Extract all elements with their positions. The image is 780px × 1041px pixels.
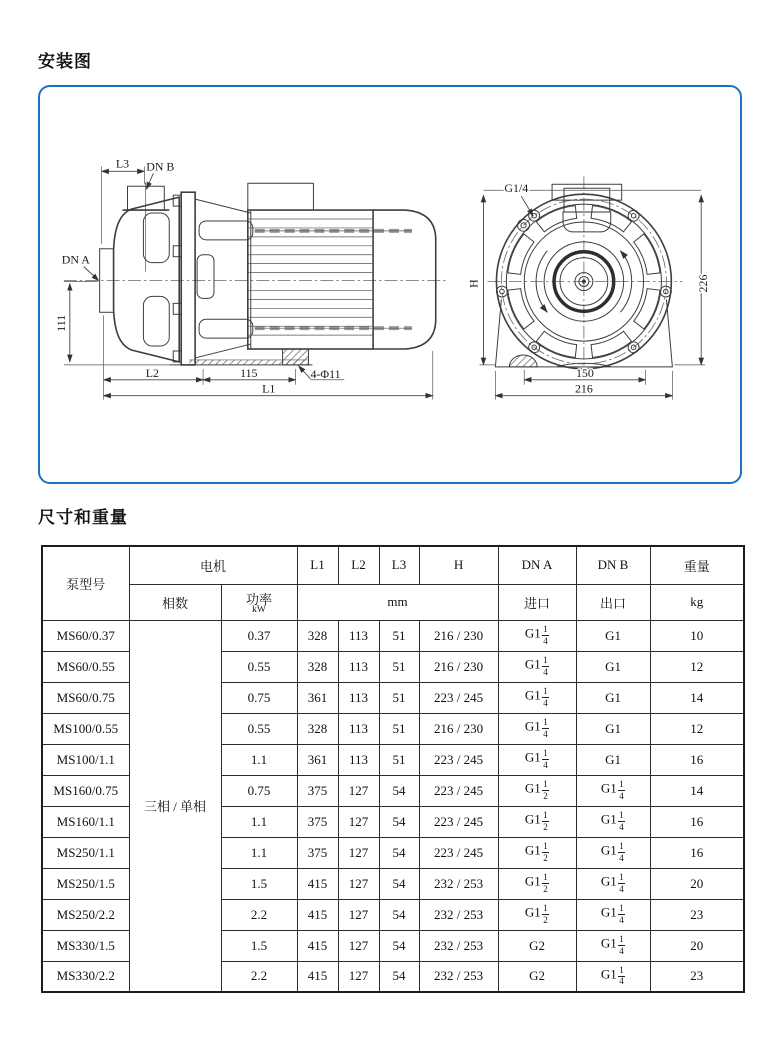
cell-l3: 54 [379, 806, 419, 837]
cell-l2: 127 [338, 899, 379, 930]
header-inlet: 进口 [498, 584, 576, 620]
cell-model: MS100/1.1 [42, 744, 129, 775]
cell-power: 0.55 [221, 713, 297, 744]
cell-power: 1.5 [221, 930, 297, 961]
cell-l3: 54 [379, 930, 419, 961]
header-l3: L3 [379, 546, 419, 584]
cell-model: MS250/1.5 [42, 868, 129, 899]
header-row-1 [42, 546, 744, 584]
cell-model: MS330/2.2 [42, 961, 129, 992]
cell-model: MS160/1.1 [42, 806, 129, 837]
cell-model: MS330/1.5 [42, 930, 129, 961]
cell-dnb: G1 $\frac{1}{4}$ [576, 868, 650, 899]
cell-h: 223 / 245 [419, 682, 498, 713]
cell-dnb: G1 [576, 682, 650, 713]
cell-dnb: G1 $\frac{1}{4}$ [576, 837, 650, 868]
cell-model: MS60/0.37 [42, 620, 129, 651]
cell-model: MS100/0.55 [42, 713, 129, 744]
cell-weight: 16 [650, 744, 744, 775]
cell-l1: 415 [297, 899, 338, 930]
cell-model: MS160/0.75 [42, 775, 129, 806]
cell-l2: 113 [338, 682, 379, 713]
cell-dna: G2 [498, 961, 576, 992]
cell-l2: 113 [338, 620, 379, 651]
header-power-unit: kW [252, 605, 266, 615]
cell-power: 2.2 [221, 899, 297, 930]
header-phase: 相数 [129, 584, 221, 620]
cell-l1: 361 [297, 682, 338, 713]
header-l1: L1 [297, 546, 338, 584]
dimensions-weight-title: 尺寸和重量 [38, 508, 128, 527]
cell-l1: 328 [297, 651, 338, 682]
cell-dna: G1 $\frac{1}{2}$ [498, 868, 576, 899]
cell-model: MS250/1.1 [42, 837, 129, 868]
cell-weight: 16 [650, 837, 744, 868]
cell-weight: 20 [650, 930, 744, 961]
cell-l3: 54 [379, 775, 419, 806]
cell-l3: 51 [379, 682, 419, 713]
cell-weight: 10 [650, 620, 744, 651]
cell-h: 223 / 245 [419, 775, 498, 806]
cell-l3: 54 [379, 899, 419, 930]
cell-power: 0.55 [221, 651, 297, 682]
cell-l1: 361 [297, 744, 338, 775]
cell-l3: 54 [379, 961, 419, 992]
spec-table-body [42, 620, 744, 992]
header-outlet: 出口 [576, 584, 650, 620]
table-row [42, 620, 744, 651]
cell-dnb: G1 $\frac{1}{4}$ [576, 930, 650, 961]
header-kg: kg [650, 584, 744, 620]
header-row-2 [42, 584, 744, 620]
cell-h: 232 / 253 [419, 899, 498, 930]
cell-weight: 14 [650, 682, 744, 713]
cell-h: 223 / 245 [419, 744, 498, 775]
cell-dnb: G1 [576, 620, 650, 651]
cell-weight: 16 [650, 806, 744, 837]
cell-dnb: G1 $\frac{1}{4}$ [576, 899, 650, 930]
installation-diagram-panel [38, 85, 742, 484]
cell-l1: 328 [297, 620, 338, 651]
cell-dna: G1 $\frac{1}{2}$ [498, 775, 576, 806]
cell-dna: G1 $\frac{1}{2}$ [498, 837, 576, 868]
header-dna: DN A [498, 546, 576, 584]
cell-l1: 375 [297, 806, 338, 837]
pump-front-view [466, 176, 710, 399]
cell-weight: 14 [650, 775, 744, 806]
cell-weight: 23 [650, 899, 744, 930]
pump-technical-drawing [40, 87, 740, 482]
cell-weight: 12 [650, 713, 744, 744]
cell-h: 232 / 253 [419, 868, 498, 899]
header-mm: mm [297, 584, 498, 620]
cell-dna: G1 $\frac{1}{4}$ [498, 651, 576, 682]
cell-dnb: G1 [576, 744, 650, 775]
cell-l1: 375 [297, 775, 338, 806]
cell-l2: 113 [338, 651, 379, 682]
cell-l2: 127 [338, 806, 379, 837]
cell-weight: 23 [650, 961, 744, 992]
cell-l1: 415 [297, 961, 338, 992]
dim-label-111: 111 [53, 314, 68, 332]
cell-power: 1.1 [221, 744, 297, 775]
dim-label-g14: G1/4 [504, 181, 529, 196]
cell-dnb: G1 $\frac{1}{4}$ [576, 775, 650, 806]
dim-label-216: 216 [574, 381, 593, 396]
cell-l3: 51 [379, 744, 419, 775]
cell-phase: 三相 / 单相 [129, 620, 221, 992]
cell-l2: 127 [338, 837, 379, 868]
cell-dna: G1 $\frac{1}{4}$ [498, 744, 576, 775]
cell-weight: 12 [650, 651, 744, 682]
cell-dnb: G1 [576, 713, 650, 744]
header-dnb: DN B [576, 546, 650, 584]
dim-label-l3: L3 [115, 156, 130, 171]
dim-label-l2: L2 [145, 365, 159, 380]
dim-label-dna: DN A [61, 252, 90, 267]
cell-l2: 113 [338, 713, 379, 744]
header-l2: L2 [338, 546, 379, 584]
dim-label-226: 226 [696, 274, 711, 293]
cell-l1: 415 [297, 930, 338, 961]
cell-h: 232 / 253 [419, 961, 498, 992]
cell-l2: 113 [338, 744, 379, 775]
cell-power: 0.75 [221, 682, 297, 713]
cell-h: 216 / 230 [419, 713, 498, 744]
dim-label-l1: L1 [262, 381, 276, 396]
cell-dnb: G1 [576, 651, 650, 682]
cell-power: 0.37 [221, 620, 297, 651]
header-power-label: 功率 [246, 592, 273, 607]
cell-model: MS60/0.55 [42, 651, 129, 682]
cell-power: 2.2 [221, 961, 297, 992]
cell-l1: 415 [297, 868, 338, 899]
dim-label-h: H [466, 279, 481, 288]
cell-h: 232 / 253 [419, 930, 498, 961]
dim-label-bolt-holes: 4-Φ11 [310, 366, 341, 381]
dim-label-150: 150 [575, 365, 594, 380]
header-h: H [419, 546, 498, 584]
header-weight: 重量 [650, 546, 744, 584]
cell-h: 223 / 245 [419, 837, 498, 868]
cell-model: MS250/2.2 [42, 899, 129, 930]
cell-dna: G1 $\frac{1}{2}$ [498, 899, 576, 930]
pump-side-view [54, 156, 446, 399]
cell-dna: G1 $\frac{1}{2}$ [498, 806, 576, 837]
header-power [221, 584, 297, 620]
cell-l3: 51 [379, 651, 419, 682]
cell-l2: 127 [338, 961, 379, 992]
cell-h: 216 / 230 [419, 651, 498, 682]
cell-l3: 54 [379, 837, 419, 868]
cell-l3: 54 [379, 868, 419, 899]
cell-h: 216 / 230 [419, 620, 498, 651]
cell-l3: 51 [379, 620, 419, 651]
header-pump-model: 泵型号 [42, 546, 129, 620]
cell-h: 223 / 245 [419, 806, 498, 837]
cell-l2: 127 [338, 868, 379, 899]
cell-power: 1.1 [221, 837, 297, 868]
cell-l3: 51 [379, 713, 419, 744]
cell-weight: 20 [650, 868, 744, 899]
cell-l2: 127 [338, 775, 379, 806]
cell-l1: 328 [297, 713, 338, 744]
header-motor: 电机 [129, 546, 297, 584]
cell-dna: G2 [498, 930, 576, 961]
cell-l2: 127 [338, 930, 379, 961]
cell-model: MS60/0.75 [42, 682, 129, 713]
cell-power: 0.75 [221, 775, 297, 806]
pump-spec-table [41, 545, 745, 993]
installation-diagram-title: 安装图 [38, 52, 92, 71]
cell-dnb: G1 $\frac{1}{4}$ [576, 961, 650, 992]
cell-l1: 375 [297, 837, 338, 868]
dim-label-115: 115 [240, 365, 258, 380]
cell-power: 1.1 [221, 806, 297, 837]
cell-dna: G1 $\frac{1}{4}$ [498, 620, 576, 651]
cell-dna: G1 $\frac{1}{4}$ [498, 682, 576, 713]
dim-label-dnb: DN B [146, 159, 175, 174]
cell-power: 1.5 [221, 868, 297, 899]
cell-dna: G1 $\frac{1}{4}$ [498, 713, 576, 744]
cell-dnb: G1 $\frac{1}{4}$ [576, 806, 650, 837]
